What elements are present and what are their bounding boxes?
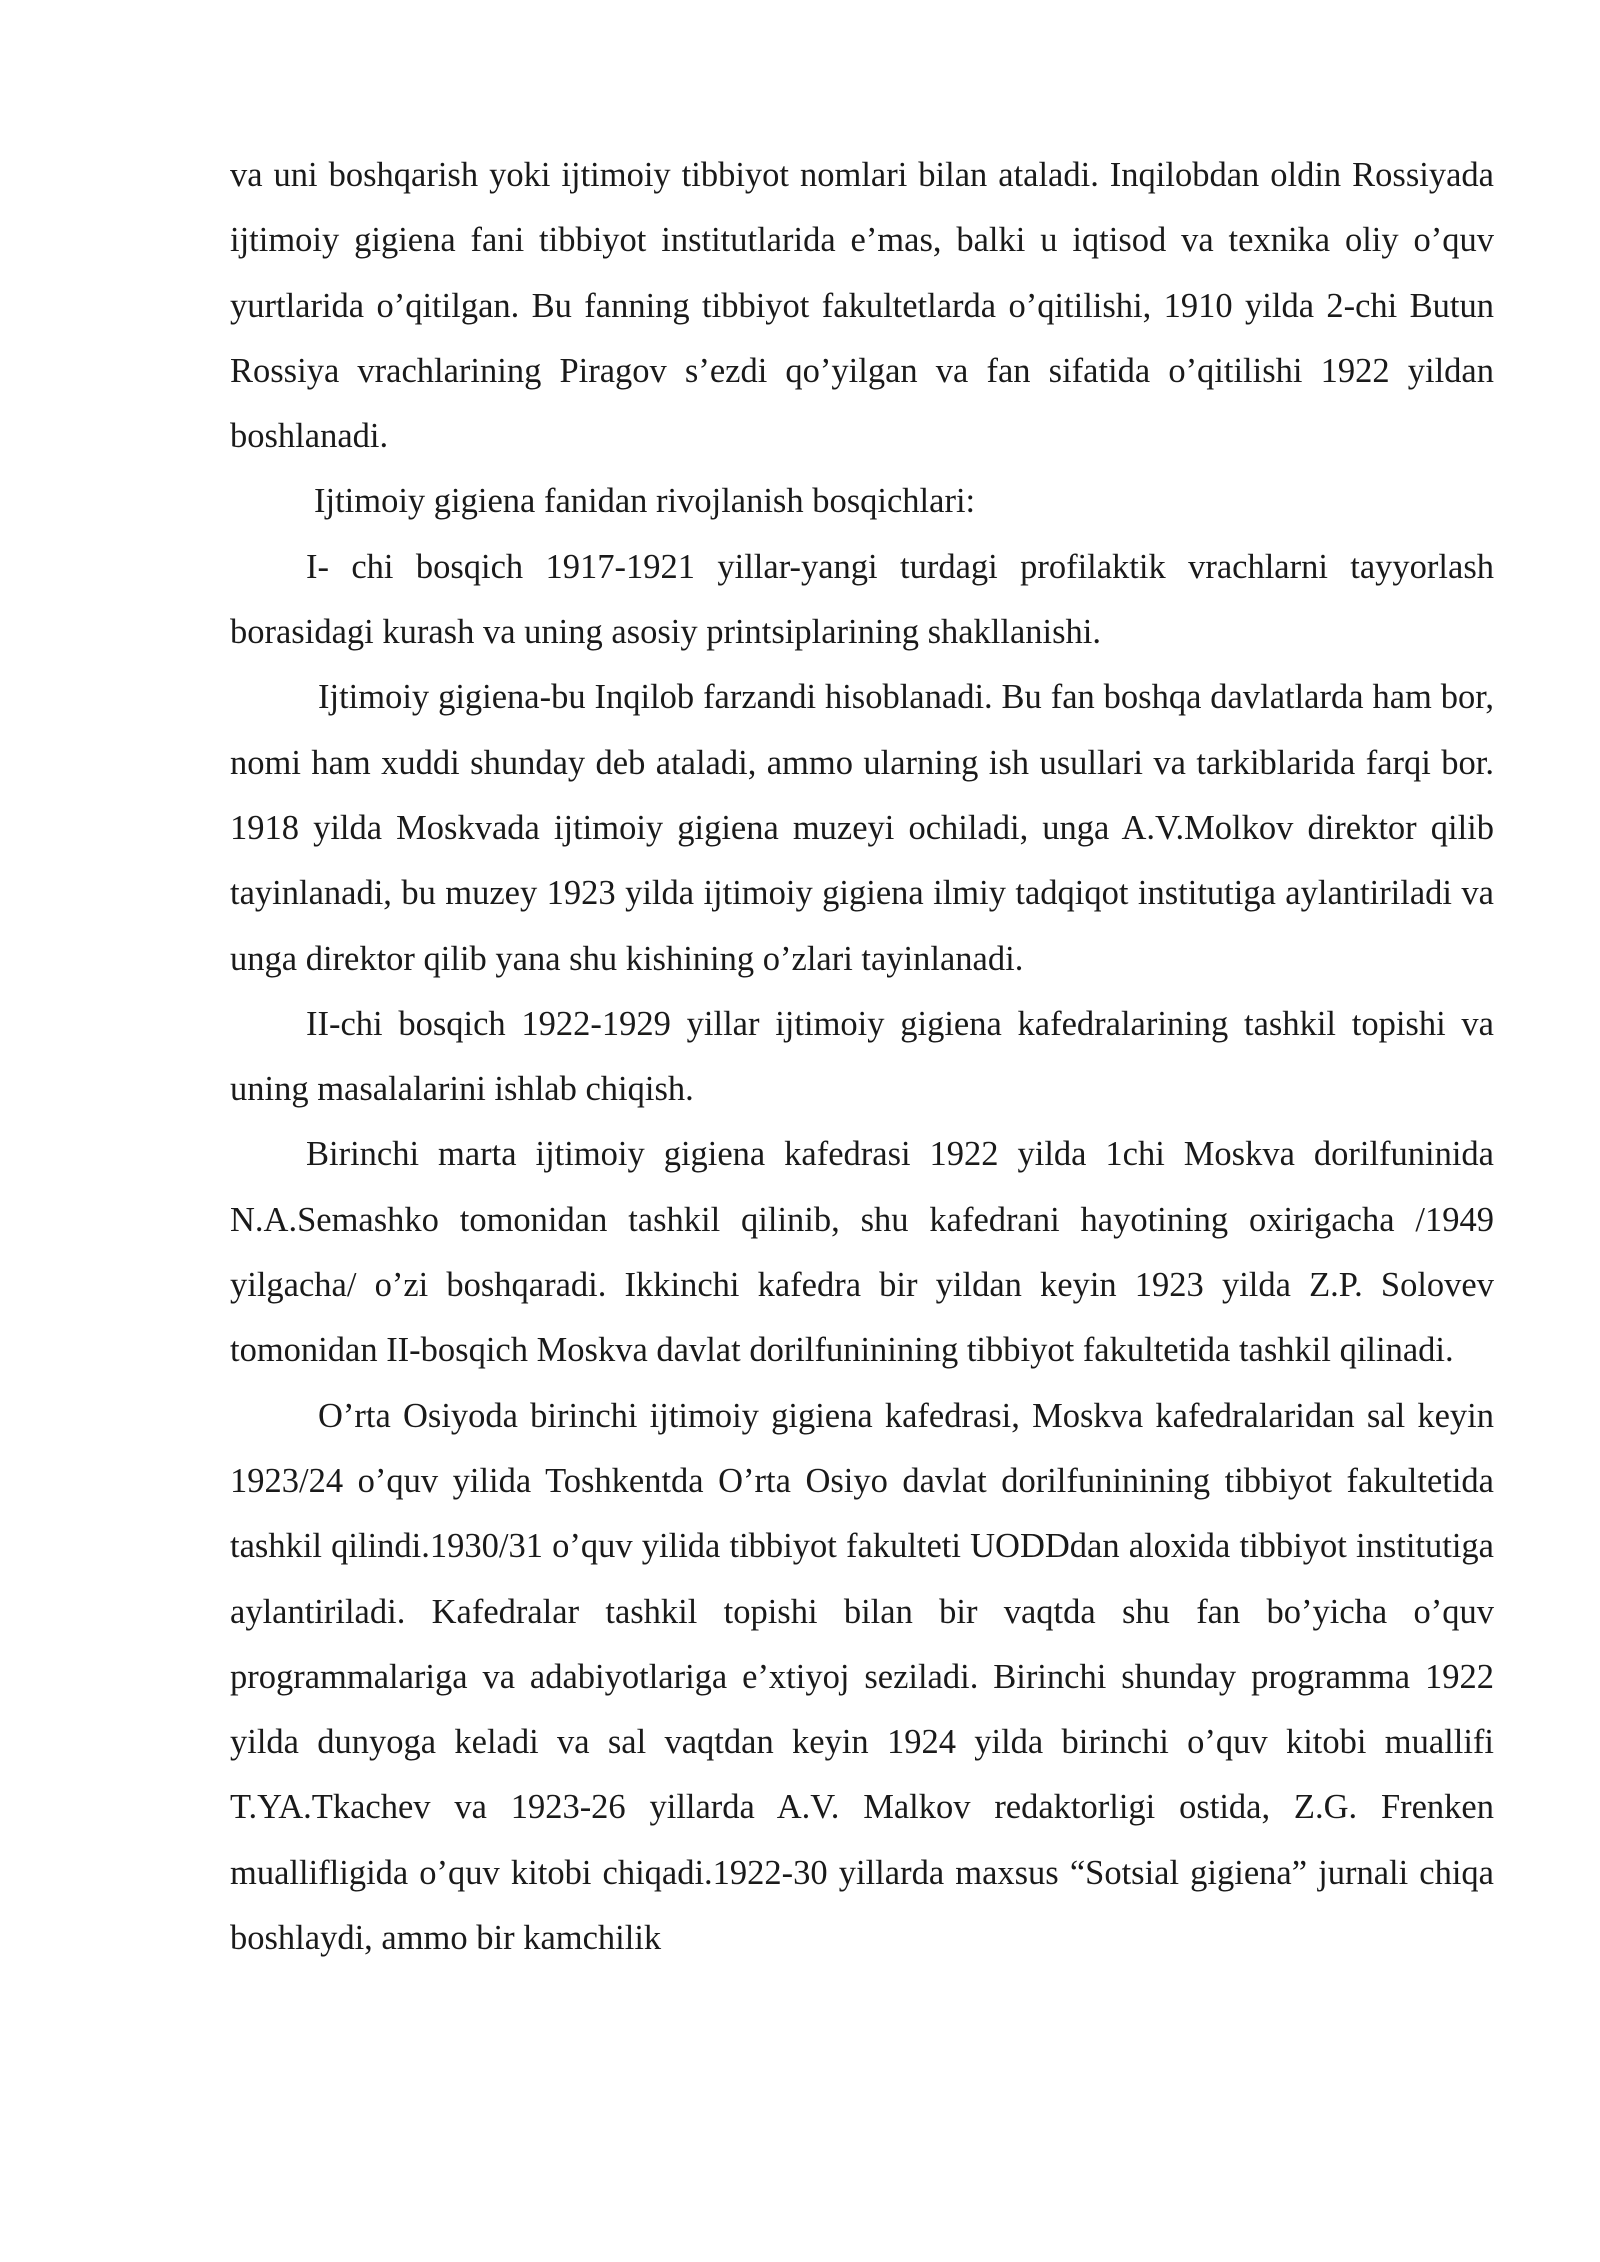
paragraph-first-departments: Birinchi marta ijtimoiy gigiena kafedrasi 1922 yilda 1chi Moskva dorilfuninida N.A.Semashko tomonidan tashkil qilinib, shu kafedrani hayotining oxirigacha /1949 yilgacha/ o’zi boshqaradi. Ikkinchi kafedra bir yildan keyin 1923 yilda Z.P. Solovev tomonidan II-bosqich Moskva davlat dorilfuninining tibbiyot fakultetida tashkil qilinadi. <box>230 1135 1494 1370</box>
paragraph-revolution-museum: Ijtimoiy gigiena-bu Inqilob farzandi hisoblanadi. Bu fan boshqa davlatlarda ham bor, nomi ham xuddi shunday deb ataladi, ammo ularning ish usullari va tarkiblarida farqi bor. 1918 yilda Moskvada ijtimoiy gigiena muzeyi ochiladi, unga A.V.Molkov direktor qilib tayinlanadi, bu muzey 1923 yilda ijtimoiy gigiena ilmiy tadqiqot institutiga aylantiriladi va unga direktor qilib yana shu kishining o’zlari tayinlanadi. <box>230 678 1494 978</box>
paragraph-stage-two: II-chi bosqich 1922-1929 yillar ijtimoiy gigiena kafedralarining tashkil topishi va uning masalalarini ishlab chiqish. <box>230 1004 1494 1109</box>
paragraph-stage-one: I- chi bosqich 1917-1921 yillar-yangi turdagi profilaktik vrachlarni tayyorlash borasidagi kurash va uning asosiy printsiplarining shakllanishi. <box>230 547 1494 652</box>
paragraph-central-asia: O’rta Osiyoda birinchi ijtimoiy gigiena kafedrasi, Moskva kafedralaridan sal keyin 1923/24 o’quv yilida Toshkentda O’rta Osiyo davlat dorilfuninining tibbiyot fakultetida tashkil qilindi.1930/31 o’quv yilida tibbiyot fakulteti UODDdan aloxida tibbiyot institutiga aylantiriladi. Kafedralar tashkil topishi bilan bir vaqtda shu fan bo’yicha o’quv programmalariga va adabiyotlariga e’xtiyoj seziladi. Birinchi shunday programma 1922 yilda dunyoga keladi va sal vaqtdan keyin 1924 yilda birinchi o’quv kitobi muallifi T.YA.Tkachev va 1923-26 yillarda A.V. Malkov redaktorligi ostida, Z.G. Frenken muallifligida o’quv kitobi chiqadi.1922-30 yillarda maxsus “Sotsial gigiena” jurnali chiqa boshlaydi, ammo bir kamchilik <box>230 1396 1494 1958</box>
paragraph-intro-continuation: va uni boshqarish yoki ijtimoiy tibbiyot nomlari bilan ataladi. Inqilobdan oldin Rossiyada ijtimoiy gigiena fani tibbiyot institutlarida e’mas, balki u iqtisod va texnika oliy o’quv yurtlarida o’qitilgan. Bu fanning tibbiyot fakultetlarda o’qitilishi, 1910 yilda 2-chi Butun Rossiya vrachlarining Piragov s’ezdi qo’yilgan va fan sifatida o’qitilishi 1922 yildan boshlanadi. <box>230 156 1494 456</box>
document-page <box>230 143 1494 1971</box>
paragraph-stages-heading: Ijtimoiy gigiena fanidan rivojlanish bosqichlari: <box>314 482 976 521</box>
